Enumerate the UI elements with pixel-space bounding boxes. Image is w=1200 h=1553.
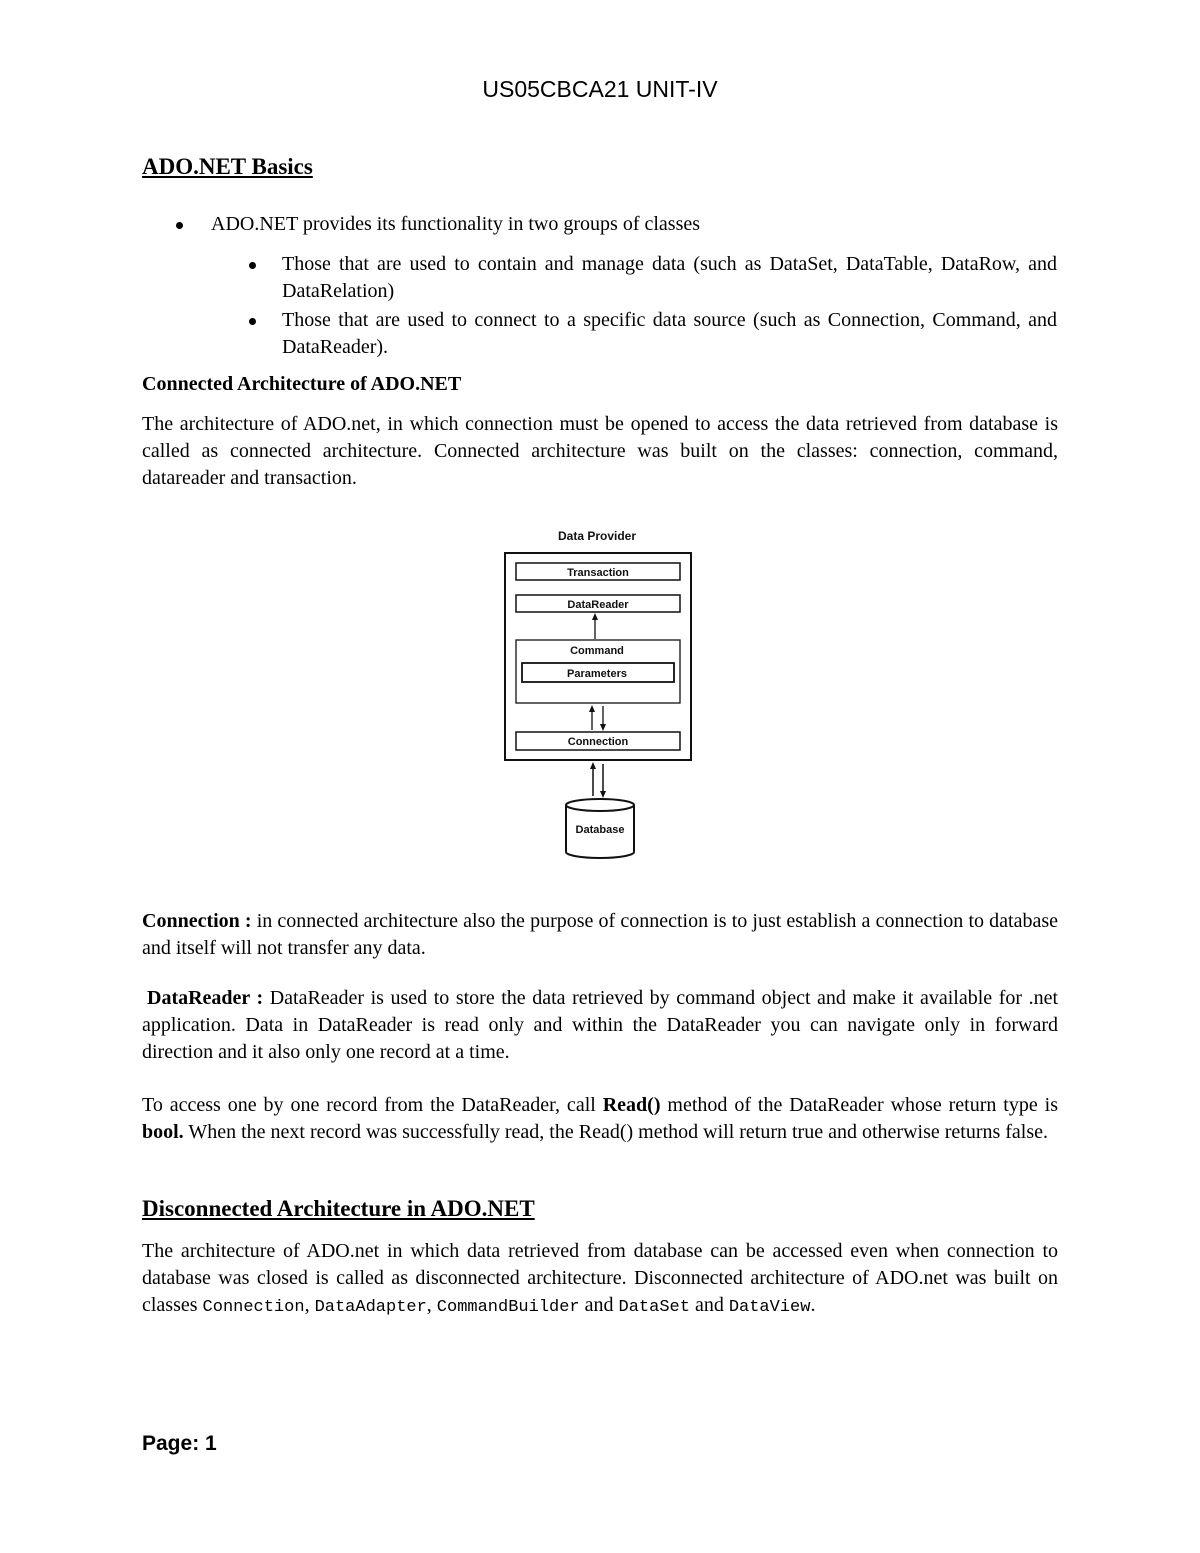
- read-text-1: To access one by one record from the DataReader, call: [142, 1094, 603, 1116]
- separator: ,: [304, 1294, 315, 1316]
- sub-bullet-text: Those that are used to connect to a specific data source (such as Connection, Command, and DataReader).: [282, 309, 1057, 358]
- disconnected-architecture-heading: Disconnected Architecture in ADO.NET: [142, 1196, 535, 1221]
- read-method-paragraph: [142, 1092, 1058, 1146]
- connected-architecture-heading: Connected Architecture of ADO.NET: [142, 373, 462, 395]
- transaction-label: Transaction: [567, 567, 629, 579]
- page-header: US05CBCA21 UNIT-IV: [482, 76, 718, 102]
- command-label: Command: [570, 645, 624, 657]
- class-connection: Connection: [202, 1298, 305, 1317]
- read-text-2: method of the DataReader whose return type is: [660, 1094, 1058, 1116]
- class-dataadapter: DataAdapter: [314, 1298, 427, 1317]
- page-number: Page: 1: [142, 1432, 217, 1455]
- arrows-command-connection: [589, 705, 606, 731]
- connection-label: Connection: [567, 736, 629, 748]
- read-method-name: Read(): [602, 1094, 661, 1116]
- sub-bullet-text: Those that are used to contain and manage data (such as DataSet, DataTable, DataRow, and DataRelation): [282, 253, 1057, 302]
- connection-description: in connected architecture also the purpose of connection is to just establish a connection to database and itself will not transfer any data.: [142, 910, 1058, 959]
- bullet-dot: [249, 262, 256, 269]
- datareader-term: DataReader :: [147, 987, 264, 1009]
- bullet-item: [176, 211, 1066, 238]
- datareader-description: DataReader is used to store the data retrieved by command object and make it available for .net application. Data in DataReader is read only and within the DataReader you can navigate only in forward direction and it also only one record at a time.: [142, 987, 1059, 1063]
- sub-bullet-item: [249, 251, 1057, 305]
- separator: ,: [426, 1294, 437, 1316]
- period: .: [810, 1294, 816, 1316]
- disconnected-paragraph: [142, 1238, 1058, 1321]
- datareader-paragraph: [142, 985, 1058, 1066]
- data-provider-diagram: [490, 522, 710, 892]
- arrow-command-to-datareader: [592, 613, 598, 639]
- section-heading-ado-basics: ADO.NET Basics: [142, 154, 313, 179]
- connected-intro-paragraph: The architecture of ADO.net, in which connection must be opened to access the data retrieved from database is called as connected architecture. Connected architecture was built on the classes: connection, command, datareader and transaction.: [142, 413, 1058, 489]
- sub-bullet-item: [249, 307, 1057, 361]
- connection-term: Connection :: [142, 910, 252, 932]
- class-dataset: DataSet: [618, 1298, 690, 1317]
- datareader-label: DataReader: [567, 599, 629, 611]
- arrows-connection-database: [590, 762, 606, 798]
- parameters-label: Parameters: [567, 668, 627, 680]
- class-dataview: DataView: [728, 1298, 811, 1317]
- connection-paragraph: [142, 908, 1058, 962]
- disconnected-text: The architecture of ADO.net in which data retrieved from database can be accessed even when connection to database was closed is called as disconnected architecture. Disconnected architecture of ADO.net was built on classes: [142, 1240, 1058, 1316]
- database-label: Database: [575, 824, 625, 836]
- diagram-title: Data Provider: [557, 529, 637, 543]
- conjunction: and: [689, 1294, 729, 1316]
- bullet-text: ADO.NET provides its functionality in two groups of classes: [211, 213, 701, 235]
- bullet-dot: [176, 222, 183, 229]
- class-commandbuilder: CommandBuilder: [436, 1298, 580, 1317]
- bullet-dot: [249, 318, 256, 325]
- read-return-type: bool.: [142, 1121, 184, 1143]
- conjunction: and: [579, 1294, 619, 1316]
- read-text-3: When the next record was successfully read, the Read() method will return true and otherwise returns false.: [183, 1121, 1049, 1143]
